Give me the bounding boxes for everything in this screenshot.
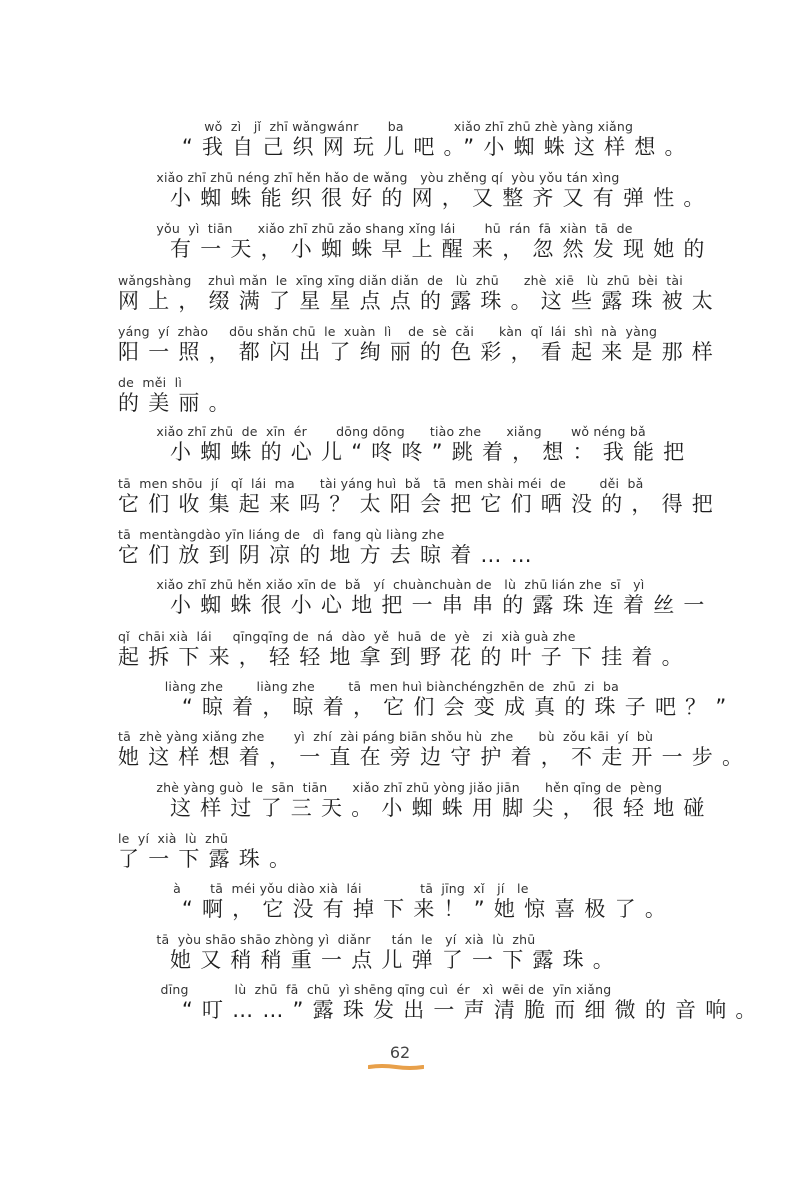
- hanzi-row: “叮……”露珠发出一声清脆而细微的音响。: [166, 998, 766, 1022]
- hanzi-row: “啊，它没有掉下来！”她惊喜极了。: [166, 897, 676, 921]
- hanzi-row: 有一天，小蜘蛛早上醒来，忽然发现她的: [170, 237, 714, 261]
- page-number: 62: [389, 1043, 411, 1062]
- pinyin-row: yǒu yì tiān xiǎo zhī zhū zǎo shang xǐng lái hū rán fā xiàn tā de: [123, 221, 633, 236]
- pinyin-row: zhè yàng guò le sān tiān xiǎo zhī zhū yòng jiǎo jiān hěn qīng de pèng: [123, 780, 663, 795]
- pinyin-row: tā mentàngdào yīn liáng de dì fang qù liàng zhe: [118, 527, 445, 542]
- hanzi-row: 这样过了三天。小蜘蛛用脚尖，很轻地碰: [170, 796, 714, 820]
- hanzi-row: 小蜘蛛很小心地把一串串的露珠连着丝一: [170, 593, 714, 617]
- pinyin-row: xiǎo zhī zhū hěn xiǎo xīn de bǎ yí chuànchuàn de lù zhū lián zhe sī yì: [123, 577, 645, 592]
- pinyin-row: tā zhè yàng xiǎng zhe yì zhí zài páng biān shǒu hù zhe bù zǒu kāi yí bù: [118, 729, 654, 744]
- hanzi-row: 它们收集起来吗？太阳会把它们晒没的，得把: [118, 492, 722, 516]
- pinyin-row: wǎngshàng zhuì mǎn le xīng xīng diǎn diǎn de lù zhū zhè xiē lù zhū bèi tài: [118, 273, 683, 288]
- hanzi-row: “晾着，晾着，它们会变成真的珠子吧？”: [166, 695, 736, 719]
- hanzi-row: 小蜘蛛能织很好的网，又整齐又有弹性。: [170, 186, 714, 210]
- pinyin-row: xiǎo zhī zhū de xīn ér dōng dōng tiào zhe xiǎng wǒ néng bǎ: [123, 424, 646, 439]
- hanzi-row: 小蜘蛛的心儿“咚咚”跳着，想：我能把: [170, 440, 694, 464]
- hanzi-row: 网上，缀满了星星点点的露珠。这些露珠被太: [118, 289, 722, 313]
- hanzi-row: 阳一照，都闪出了绚丽的色彩，看起来是那样: [118, 340, 722, 364]
- pinyin-row: yáng yí zhào dōu shǎn chū le xuàn lì de sè cǎi kàn qǐ lái shì nà yàng: [118, 324, 658, 339]
- pinyin-row: dīng lù zhū fā chū yì shēng qīng cuì ér xì wēi de yīn xiǎng: [123, 982, 612, 997]
- hanzi-row: 她这样想着，一直在旁边守护着，不走开一步。: [118, 745, 753, 769]
- pinyin-row: de měi lì: [118, 375, 183, 390]
- pinyin-row: à tā méi yǒu diào xià lái tā jīng xǐ jí le: [123, 881, 529, 896]
- page-number-underline: [368, 1064, 424, 1070]
- pinyin-row: wǒ zì jǐ zhī wǎngwánr ba xiǎo zhī zhū zhè yàng xiǎng: [150, 119, 634, 134]
- hanzi-row: 了一下露珠。: [118, 847, 300, 871]
- pinyin-row: liàng zhe liàng zhe tā men huì biànchéngzhēn de zhū zi ba: [123, 679, 619, 694]
- hanzi-row: 它们放到阴凉的地方去晾着……: [118, 543, 541, 567]
- pinyin-row: le yí xià lù zhū: [118, 831, 229, 846]
- hanzi-row: 的美丽。: [118, 391, 239, 415]
- hanzi-row: “我自己织网玩儿吧。”小蜘蛛这样想。: [166, 135, 695, 159]
- pinyin-row: xiǎo zhī zhū néng zhī hěn hǎo de wǎng yòu zhěng qí yòu yǒu tán xìng: [123, 170, 620, 185]
- pinyin-row: qǐ chāi xià lái qīngqīng de ná dào yě huā de yè zi xià guà zhe: [118, 629, 576, 644]
- pinyin-row: tā men shōu jí qǐ lái ma tài yáng huì bǎ tā men shài méi de děi bǎ: [118, 476, 644, 491]
- hanzi-row: 起拆下来，轻轻地拿到野花的叶子下挂着。: [118, 645, 692, 669]
- hanzi-row: 她又稍稍重一点儿弹了一下露珠。: [170, 948, 623, 972]
- pinyin-row: tā yòu shāo shāo zhòng yì diǎnr tán le yí xià lù zhū: [123, 932, 536, 947]
